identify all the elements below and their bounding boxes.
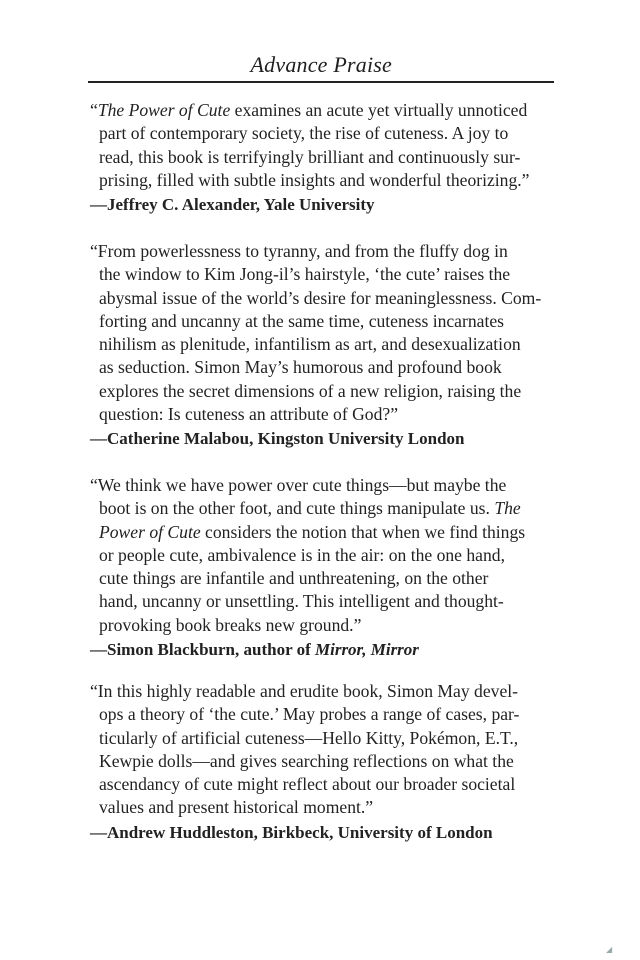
praise-quote-alexander	[90, 99, 560, 216]
quote-line: cute things are infantile and unthreatening, on the other	[99, 568, 489, 589]
quote-line: ticularly of artificial cuteness—Hello Kitty, Pokémon, E.T.,	[99, 727, 519, 748]
quote-attribution: —Catherine Malabou, Kingston University London	[90, 429, 465, 449]
quote-attribution	[90, 638, 560, 661]
quote-line: hand, uncanny or unsettling. This intelligent and thought-	[99, 591, 504, 612]
book-title: The	[494, 498, 521, 519]
quote-line: provoking book breaks new ground.”	[99, 614, 362, 635]
quote-line: abysmal issue of the world’s desire for meaninglessness. Com-	[99, 287, 542, 308]
attribution-text: —Simon Blackburn, author of	[90, 640, 315, 660]
praise-quote-huddleston	[90, 680, 560, 844]
quote-line: “In this highly readable and erudite book, Simon May devel-	[90, 681, 519, 701]
header-rule	[88, 81, 554, 83]
quote-line: ops a theory of ‘the cute.’ May probes a range of cases, par-	[99, 704, 520, 725]
book-title: The Power of Cute	[97, 100, 231, 120]
quote-line: explores the secret dimensions of a new religion, raising the	[99, 380, 522, 401]
quote-text: “	[90, 100, 98, 120]
quote-line: the window to Kim Jong-il’s hairstyle, ‘the cute’ raises the	[99, 264, 511, 285]
quote-line: as seduction. Simon May’s humorous and profound book	[99, 357, 502, 378]
quote-line: Kewpie dolls—and gives searching reflections on what the	[99, 750, 514, 771]
quote-line	[90, 521, 560, 544]
quote-line: “From powerlessness to tyranny, and from the fluffy dog in	[90, 241, 508, 261]
quote-line: read, this book is terrifyingly brilliant and continuously sur-	[99, 146, 521, 167]
page-curl-icon: ◢	[606, 945, 613, 954]
book-title: Power of Cute	[99, 521, 201, 542]
quote-line: ascendancy of cute might reflect about our broader societal	[99, 774, 516, 795]
quote-line: question: Is cuteness an attribute of God?”	[99, 404, 399, 425]
quote-line: “We think we have power over cute things—but maybe the	[90, 475, 507, 495]
quote-text: examines an acute yet virtually unnoticed	[230, 100, 528, 120]
quote-line: prising, filled with subtle insights and wonderful theorizing.”	[99, 169, 530, 190]
book-title: Mirror, Mirror	[314, 640, 419, 660]
quote-line	[90, 497, 560, 520]
quote-text: boot is on the other foot, and cute things manipulate us.	[99, 498, 495, 519]
quote-line	[90, 99, 560, 122]
page-title: Advance Praise	[250, 52, 392, 77]
quote-line: forting and uncanny at the same time, cuteness incarnates	[99, 310, 504, 331]
praise-quote-malabou	[90, 240, 560, 451]
quote-line: part of contemporary society, the rise of cuteness. A joy to	[99, 123, 509, 144]
quote-line: nihilism as plenitude, infantilism as art, and desexualization	[99, 334, 521, 355]
quote-text: considers the notion that when we find things	[200, 521, 526, 542]
quote-line: values and present historical moment.”	[99, 797, 374, 818]
quote-attribution: —Jeffrey C. Alexander, Yale University	[90, 195, 375, 215]
quote-attribution: —Andrew Huddleston, Birkbeck, University of London	[90, 822, 493, 842]
praise-quote-blackburn	[90, 474, 560, 661]
quote-line: or people cute, ambivalence is in the air: on the one hand,	[99, 544, 505, 565]
